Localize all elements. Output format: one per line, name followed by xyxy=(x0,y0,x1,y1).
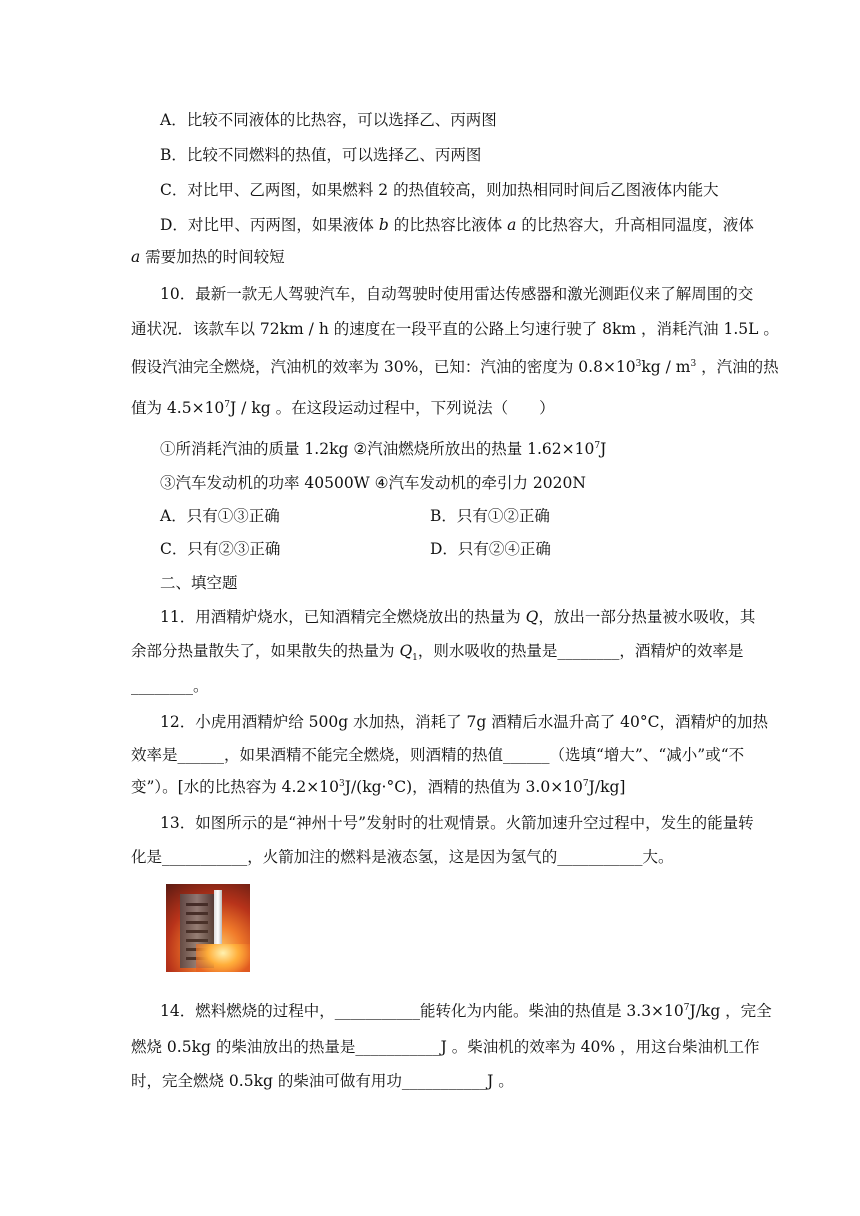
q11-line1: 11．用酒精炉烧水，已知酒精完全燃烧放出的热量为 Q，放出一部分热量被水吸收，其 xyxy=(160,608,756,626)
q14-line3: 时，完全燃烧 0.5kg 的柴油可做有用功___________J 。 xyxy=(131,1072,514,1090)
q13-line1: 13．如图所示的是“神州十号”发射时的壮观情景。火箭加速升空过程中，发生的能量转 xyxy=(160,814,754,832)
q12-line1: 12．小虎用酒精炉给 500g 水加热，消耗了 7g 酒精后水温升高了 40°C，酒精炉的加热 xyxy=(160,713,768,731)
option-a-q9: A．比较不同液体的比热容，可以选择乙、丙两图 xyxy=(160,111,497,129)
q10-option-a: A．只有①③正确 xyxy=(160,507,280,525)
q10-option-d: D．只有②④正确 xyxy=(430,540,551,558)
q12-line3: 变”）。[水的比热容为 $4.2\times 10^3J/(kg\cdot^\circ C)$，酒精的热值为 $3.0\times 10^7J/kg$] xyxy=(131,778,626,796)
exhaust-plume xyxy=(196,944,250,972)
q14-line2: 燃烧 0.5kg 的柴油放出的热量是___________J 。柴油机的效率为 40% ，用这台柴油机工作 xyxy=(131,1038,760,1056)
rocket-launch-image xyxy=(166,884,250,972)
q10-line2: 通状况．该款车以 72km / h 的速度在一段平直的公路上匀速行驶了 8km ，消耗汽油 1.5L 。 xyxy=(131,320,779,338)
q10-option-c: C．只有②③正确 xyxy=(160,540,281,558)
q10-statement-3-4: ③汽车发动机的功率 40500W ④汽车发动机的牵引力 2020N xyxy=(160,474,586,492)
rocket-body xyxy=(214,890,222,952)
q10-option-b: B．只有①②正确 xyxy=(430,507,550,525)
q11-line3: ________。 xyxy=(131,677,209,695)
q13-line2: 化是___________，火箭加注的燃料是液态氢，这是因为氢气的___________大。 xyxy=(131,848,674,866)
option-d-q9-line2: a 需要加热的时间较短 xyxy=(131,248,285,266)
q14-line1: 14．燃料燃烧的过程中，___________能转化为内能。柴油的热值是 $3.3\times 10^7J/kg$ ，完全 xyxy=(160,1002,772,1020)
q10-line4: 值为 $4.5\times 10^7J$ / kg 。在这段运动过程中，下列说法（ ） xyxy=(131,399,555,417)
q11-line2: 余部分热量散失了，如果散失的热量为 $Q_1$，则水吸收的热量是________，酒精炉的效率是 xyxy=(131,642,744,664)
option-d-q9-line1: D．对比甲、丙两图，如果液体 b 的比热容比液体 a 的比热容大，升高相同温度，液体 xyxy=(160,216,754,234)
q10-line3: 假设汽油完全燃烧，汽油机的效率为 30%，已知：汽油的密度为 $0.8\times 10^3kg / m^3$ ，汽油的热 xyxy=(131,358,779,376)
q12-line2: 效率是______，如果酒精不能完全燃烧，则酒精的热值______（选填“增大”、“减小”或“不 xyxy=(131,746,745,764)
option-b-q9: B．比较不同燃料的热值，可以选择乙、丙两图 xyxy=(160,146,482,164)
section-title: 二、填空题 xyxy=(160,574,238,592)
q10-line1: 10．最新一款无人驾驶汽车，自动驾驶时使用雷达传感器和激光测距仪来了解周围的交 xyxy=(160,285,754,303)
option-c-q9: C．对比甲、乙两图，如果燃料 2 的热值较高，则加热相同时间后乙图液体内能大 xyxy=(160,181,719,199)
q10-statement-1-2: ①所消耗汽油的质量 1.2kg ②汽油燃烧所放出的热量 $1.62\times 10^7J$ xyxy=(160,440,607,458)
